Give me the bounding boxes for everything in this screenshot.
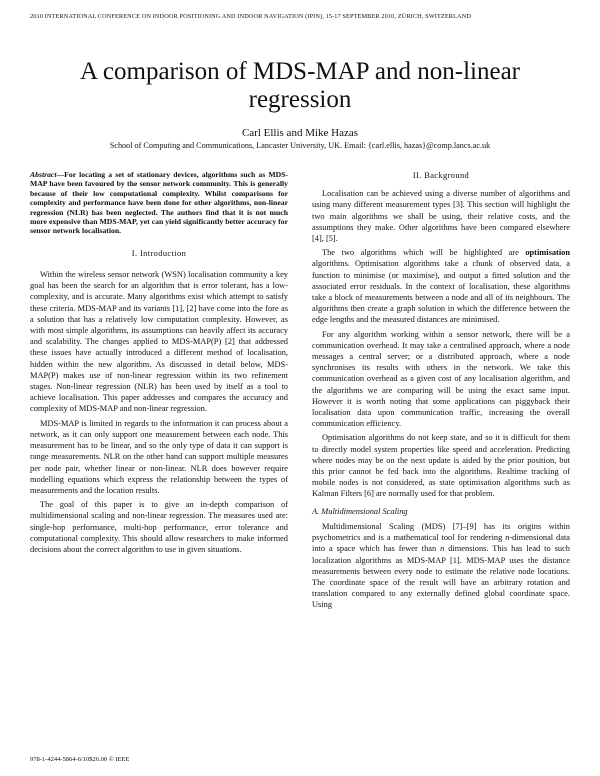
paragraph-text: -dimensional data into a space which has fewer than	[312, 533, 570, 554]
background-paragraph	[312, 247, 570, 325]
math-variable: n	[440, 544, 445, 554]
paragraph-text: algorithms. Optimisation algorithms take a chunk of observed data, a function to minimise (or maximise), and output a fitted solution and the associated error residuals. In the context of localisation, these algorithms take a block of measurements between a node and all of its neighbours. The algorithms then create a graph solution in which the difference between the edge lengths and the measured distances are minimised.	[312, 259, 570, 325]
intro-paragraph: Within the wireless sensor network (WSN) localisation community a key goal has been the search for an algorithm that is error tolerant, has a low-complexity, and is accurate. Many algorithms exist which attempt to satisfy these criteria. MDS-MAP and its variants [1], [2] have come into the fore as a solution that has a relatively low computation complexity. However, as with most simple algorithms, its assumptions can heavily affect its accuracy and scalability. The changes applied to MDS-MAP(P) [2] that addressed these issues have actually introduced a different method of localisation, hidden within the new algorithm. As discussed in detail below, MDS-MAP(P) makes use of non-linear regression within its two refinement stages. Non-linear regression (NLR) has been used by itself as a tool to achieve localisation. This paper addresses and compares the accuracy and complexity of MDS-MAP and non-linear regression.	[30, 270, 288, 414]
intro-paragraph: MDS-MAP is limited in regards to the information it can process about a network, as it can only support one measurement between each node. This measurement has to be linear, and so the only type of data it can support is range measurements. NLR on the other hand can support multiple measures per node pair, whether linear or non-linear. NLR does however require modelling equations which express the relationship between the types of measurements and the location results.	[30, 418, 288, 495]
section-heading-background: II. Background	[412, 171, 470, 180]
background-paragraph: Optimisation algorithms do not keep state, and so it is difficult for them to directly model system properties like speed and acceleration. Predicting where nodes may be on the next update is aided by the prior position, but this prior cannot be fed back into the algorithms. Realtime tracking of mobile nodes is not considered, as state optimisation algorithms such as Kalman Filters [6] are normally used for that problem.	[312, 433, 570, 499]
abstract-text: —For locating a set of stationary devices, algorithms such as MDS-MAP have been favoured by the sensor network community. This is generally because of their low computational complexity. Whilst comparisons for complexity and performance have been done for other algorithms, non-linear regression (NLR) has been neglected. The authors find that it is not much more expensive than MDS-MAP, yet can yield significantly better accuracy for sensor network localisation.	[30, 170, 288, 236]
section-heading-introduction: I. Introduction	[131, 248, 187, 258]
author-affiliation: School of Computing and Communications, Lancaster University, UK. Email: {carl.ellis, hazas}@comp.lancs.ac.uk	[109, 141, 491, 150]
mds-paragraph	[312, 521, 570, 611]
conference-header: 2010 INTERNATIONAL CONFERENCE ON INDOOR POSITIONING AND INDOOR NAVIGATION (IPIN), 15-17 SEPTEMBER 2010, ZÜRICH, SWITZERLAND	[30, 13, 471, 20]
left-column	[30, 170, 288, 558]
paper-title: A comparison of MDS-MAP and non-linear regression	[80, 58, 520, 113]
subsection-heading-mds: A. Multidimensional Scaling	[312, 506, 408, 516]
paragraph-text: dimensions. This has lead to such localization algorithms as MDS-MAP [1]. MDS-MAP uses the distance measurements between every node to estimate the relative node locations. The coordinate space of the result will have an arbitrary rotation and translation compared to any externally defined global coordinate space. Using	[312, 544, 570, 610]
background-paragraph: For any algorithm working within a sensor network, there will be a communication overhead. It may take a centralised approach, where a node messages a central server; or a distributed approach, where a node synchronises its results with others in the network. We take this communication overhead as a given cost of any localisation algorithm, and the algorithms we are comparing will be using the exact same input. However it is worth noting that some applications can piggyback their localisation data upon communication traffic, increasing the overall communication efficiency.	[312, 329, 570, 429]
abstract-label: Abstract	[30, 170, 57, 179]
author-names: Carl Ellis and Mike Hazas	[241, 127, 359, 139]
paragraph-text: Multidimensional Scaling (MDS) [7]–[9] has its origins within psychometrics and is a mathematical tool for rendering	[312, 521, 570, 543]
right-column	[312, 170, 570, 614]
copyright-footer: 978-1-4244-5864-6/10$26.00 © IEEE	[30, 756, 130, 763]
paragraph-text: The two algorithms which will be highlighted are	[322, 248, 526, 258]
intro-paragraph: The goal of this paper is to give an in-depth comparison of multidimensional scaling and non-linear regression. The measures used are: single-hop performance, multi-hop performance, error tolerance and computational complexity. This should allow researchers to make informed decisions about the correct algorithm to use in given situations.	[30, 500, 288, 554]
background-paragraph: Localisation can be achieved using a diverse number of algorithms and using many different measurement types [3]. This section will highlight the two main algorithms we shall be using, their relative costs, and the assumptions they make. Other algorithms have been compared elsewhere [4], [5].	[312, 189, 570, 244]
key-term-optimisation: optimisation	[525, 248, 570, 258]
math-variable: n	[505, 533, 510, 543]
abstract	[30, 170, 288, 236]
